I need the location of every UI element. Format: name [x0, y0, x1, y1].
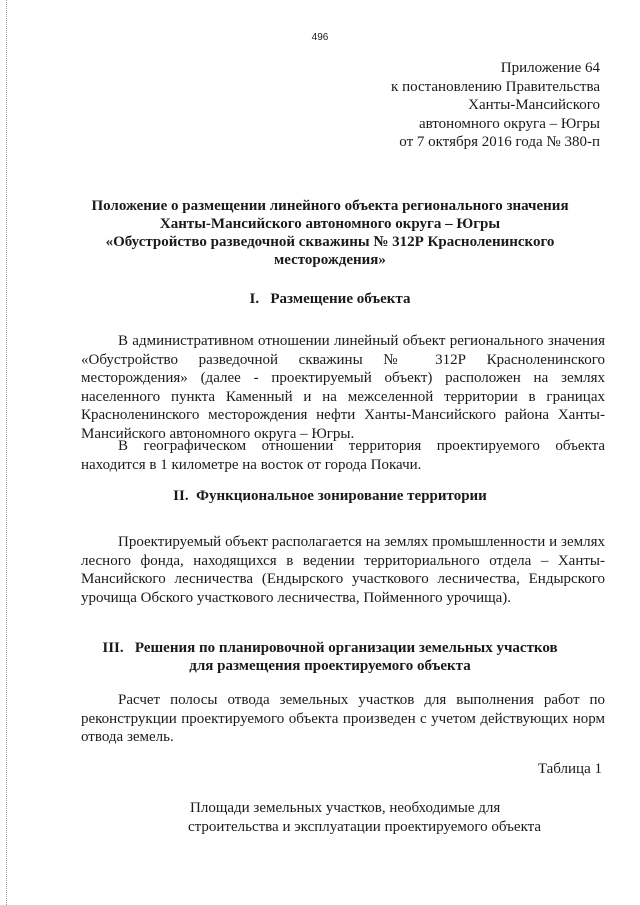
annex-block — [391, 59, 600, 152]
section-2-paragraph: Проектируемый объект располагается на землях промышленности и землях лесного фонда, находящихся в ведении территориального отдела – Ханты-Мансийского лесничества (Ендырского участкового лесничества, Ендырского урочища Обского участкового лесничества, Пойменного урочища). — [81, 534, 605, 606]
section-3-heading-line: III. Решения по планировочной организации земельных участков — [102, 640, 558, 656]
annex-line: Приложение 64 — [500, 60, 600, 76]
document-title — [60, 197, 600, 269]
section-3-heading-line: для размещения проектируемого объекта — [189, 658, 471, 674]
section-1-paragraph: В административном отношении линейный объект регионального значения «Обустройство разведочной скважины № 312Р Красноленинского месторождения» (далее - проектируемый объект) расположен на землях населенного пункта Каменный и на межселенной территории в границах Красноленинского месторождения нефти Ханты-Мансийского района Ханты-Мансийского автономного округа – Югры. — [81, 333, 605, 442]
annex-line: автономного округа – Югры — [418, 115, 600, 132]
title-line: «Обустройство разведочной скважины № 312Р Красноленинского — [105, 234, 555, 250]
annex-line: к постановлению Правительства — [391, 78, 600, 95]
annex-line: Ханты-Мансийского — [468, 97, 600, 113]
scan-margin-line — [6, 0, 7, 905]
title-line: месторождения» — [274, 252, 386, 268]
section-3-heading — [60, 639, 600, 675]
title-line: Положение о размещении линейного объекта регионального значения — [91, 198, 569, 214]
table-caption-line: строительства и эксплуатации проектируемого объекта — [188, 819, 542, 835]
table-caption-line: Площади земельных участков, необходимые для — [190, 800, 501, 816]
section-1-paragraph: В географическом отношении территория проектируемого объекта находится в 1 километре на восток от города Покачи. — [81, 438, 605, 473]
title-line: Ханты-Мансийского автономного округа – Югры — [159, 216, 501, 232]
page-number: 496 — [311, 32, 329, 43]
section-1-heading: I. Размещение объекта — [249, 291, 411, 307]
table-label: Таблица 1 — [537, 761, 602, 777]
table-caption — [60, 799, 620, 837]
section-2-heading: II. Функциональное зонирование территории — [173, 488, 487, 504]
annex-line: от 7 октября 2016 года № 380-п — [399, 134, 600, 150]
section-3-paragraph: Расчет полосы отвода земельных участков для выполнения работ по реконструкции проектируемого объекта произведен с учетом действующих норм отвода земель. — [81, 692, 605, 746]
